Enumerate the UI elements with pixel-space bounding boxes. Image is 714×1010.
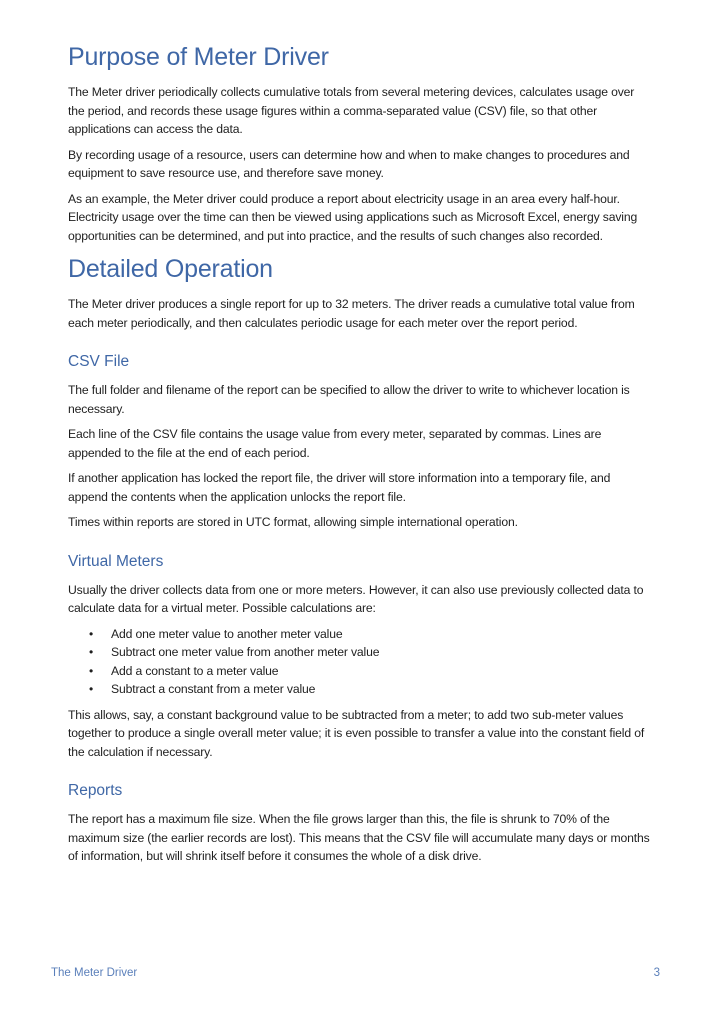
paragraph: Times within reports are stored in UTC format, allowing simple international operation. — [68, 515, 518, 529]
paragraph: This allows, say, a constant background value to be subtracted from a meter; to add two sub-meter values together to produce a single overall meter value; it is even possible to transfer a value into the constant field of the calculation if necessary. — [68, 707, 645, 759]
paragraph: The report has a maximum file size. When the file grows larger than this, the file is shrunk to 70% of the maximum size (the earlier records are lost). This means that the CSV file will accumulate many days or months of information, but will shrink itself before it consumes the whole of a disk drive. — [68, 812, 650, 863]
paragraph: The full folder and filename of the report can be specified to allow the driver to write to whichever location is necessary. — [68, 383, 630, 416]
paragraph: By recording usage of a resource, users can determine how and when to make changes to procedures and equipment to save resource use, and therefore save money. — [68, 147, 630, 180]
paragraph: Usually the driver collects data from one or more meters. However, it can also use previously collected data to calculate data for a virtual meter. Possible calculations are: — [68, 582, 644, 615]
bullet-icon: • — [89, 682, 94, 696]
list-item-text: Subtract a constant from a meter value — [111, 682, 316, 696]
list-item — [89, 662, 653, 681]
list-item — [89, 643, 653, 662]
list-item — [89, 625, 653, 644]
document-page — [68, 40, 653, 873]
section-heading-purpose: Purpose of Meter Driver — [68, 43, 329, 71]
subsection-heading-csv-file: CSV File — [68, 353, 130, 370]
paragraph: As an example, the Meter driver could produce a report about electricity usage in an area every half-hour. Electricity usage over the time can then be viewed using applications such as Microsoft Excel, energy saving opportunities can be determined, and put into practice, and the results of such changes also recorded. — [68, 191, 638, 243]
list-item — [89, 680, 653, 699]
paragraph: If another application has locked the report file, the driver will store information into a temporary file, and append the contents when the application unlocks the report file. — [68, 471, 611, 504]
list-item-text: Subtract one meter value from another meter value — [111, 645, 380, 659]
subsection-heading-reports: Reports — [68, 782, 123, 799]
bullet-icon: • — [89, 645, 94, 659]
page-footer — [51, 967, 660, 979]
calculation-list — [68, 625, 653, 699]
section-heading-detailed-operation: Detailed Operation — [68, 255, 273, 283]
paragraph: The Meter driver periodically collects cumulative totals from several metering devices, calculates usage over the period, and records these usage figures within a comma-separated value (CSV) file, so that other applications can access the data. — [68, 85, 635, 136]
page-number: 3 — [653, 967, 660, 979]
footer-title: The Meter Driver — [51, 967, 138, 979]
list-item-text: Add a constant to a meter value — [111, 663, 279, 678]
paragraph: The Meter driver produces a single report for up to 32 meters. The driver reads a cumulative total value from each meter periodically, and then calculates periodic usage for each meter over the report period. — [68, 297, 635, 330]
list-item-text: Add one meter value to another meter value — [111, 626, 343, 641]
subsection-heading-virtual-meters: Virtual Meters — [68, 552, 164, 570]
bullet-icon: • — [89, 663, 94, 678]
paragraph: Each line of the CSV file contains the usage value from every meter, separated by commas. Lines are appended to the file at the end of each period. — [68, 427, 602, 460]
bullet-icon: • — [89, 626, 94, 641]
